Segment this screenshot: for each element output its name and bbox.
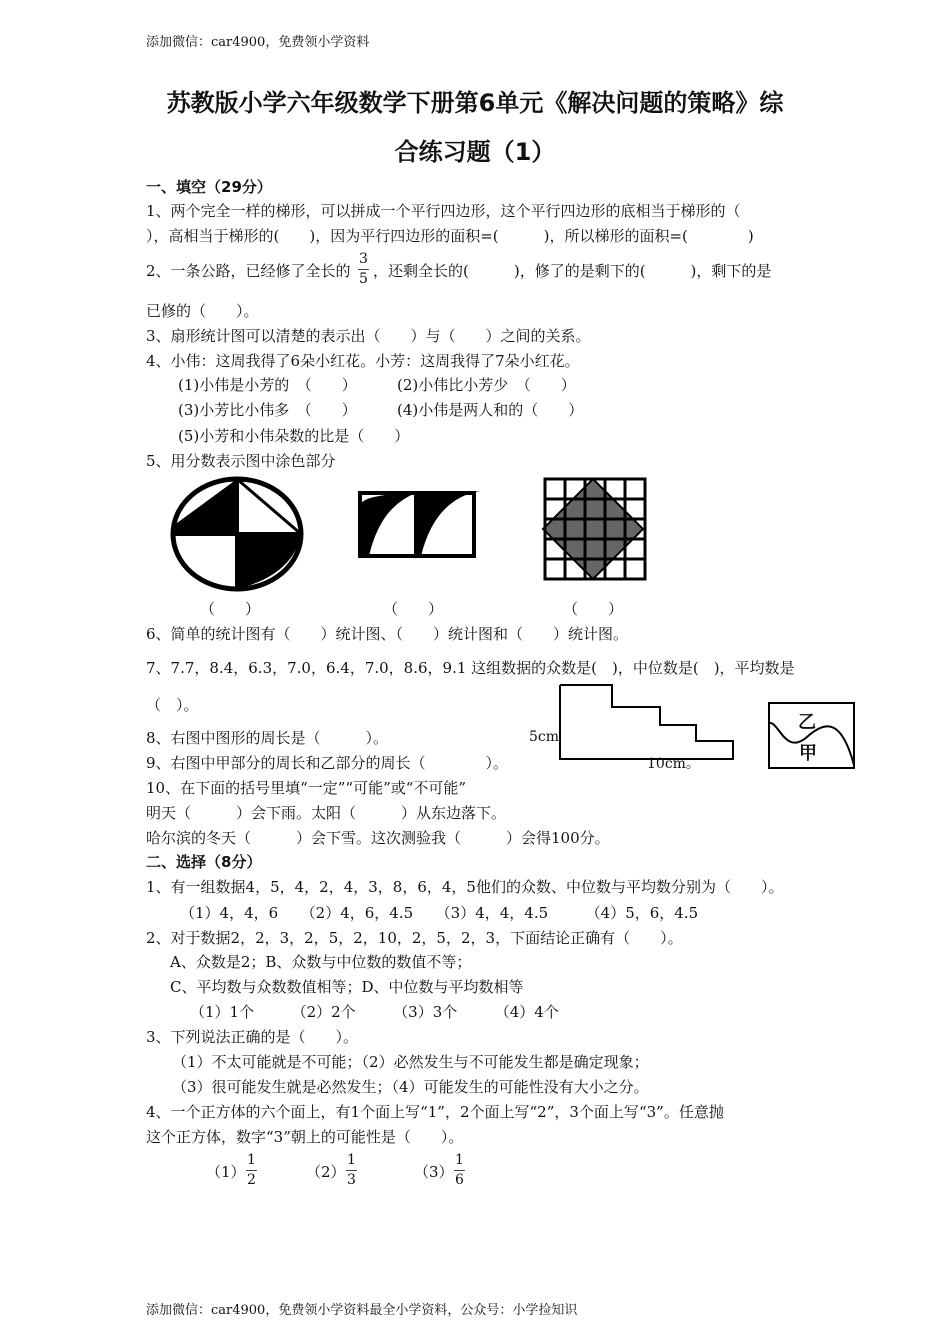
s1-q8: 8、右图中图形的周长是（ ）。 <box>146 729 389 747</box>
s2-q2-line-2: C、平均数与众数数值相等；D、中位数与平均数相等 <box>170 978 524 996</box>
s2-q4-option-2-fraction <box>346 1152 357 1189</box>
s1-q1-line-1: 1、两个完全一样的梯形，可以拼成一个平行四边形，这个平行四边形的底相当于梯形的（ <box>146 202 741 220</box>
s2-q2-options: （1）1个 （2）2个 （3）3个 （4）4个 <box>190 1003 559 1021</box>
s2-q1-options: （1）4，4，6 （2）4，6，4.5 （3）4，4，4.5 （4）5，6，4.5 <box>180 904 699 922</box>
s2-q3-line-2: （3）很可能发生就是必然发生；（4）可能发生的可能性没有大小之分。 <box>172 1078 649 1096</box>
s2-q1-stem: 1、有一组数据4，5，4，2，4，3，8，6，4，5他们的众数、中位数与平均数分别为（ ）。 <box>146 878 784 896</box>
s2-q4-option-2-label: （2） <box>306 1163 346 1181</box>
s1-q6: 6、简单的统计图有（ ）统计图、（ ）统计图和（ ）统计图。 <box>146 625 629 643</box>
s1-q2-line-2: 已修的（ ）。 <box>146 302 259 320</box>
grid-diamond-figure <box>540 474 652 582</box>
circle-figure <box>168 475 308 595</box>
s2-q4-line-2: 这个正方体，数字“3”朝上的可能性是（ ）。 <box>146 1128 464 1146</box>
staircase-outline <box>560 685 733 759</box>
s1-q4-option-4: (4)小伟是两人和的（ ） <box>397 401 584 419</box>
s1-q7-line-2: （ ）。 <box>146 696 199 714</box>
fraction-bar <box>454 1170 465 1171</box>
s2-q4-option-1-label: （1） <box>206 1163 246 1181</box>
figure-2-answer-blank: （ ） <box>383 600 444 618</box>
page-title-line-1: 苏教版小学六年级数学下册第6单元《解决问题的策略》综 <box>166 89 784 117</box>
fraction-numerator: 1 <box>455 1152 464 1168</box>
fraction-numerator: 1 <box>347 1152 356 1168</box>
staircase-height-label: 5cm <box>529 729 560 745</box>
s1-q2-after: ，还剩全长的( )，修了的是剩下的( )，剩下的是 <box>373 262 772 280</box>
rectangle-shaded-left <box>360 493 416 556</box>
s1-q10-line-1: 明天（ ）会下雨。太阳（ ）从东边落下。 <box>146 804 507 822</box>
s1-q2-fraction <box>358 251 369 288</box>
s2-q3-stem: 3、下列说法正确的是（ ）。 <box>146 1028 359 1046</box>
fraction-numerator: 3 <box>359 251 368 267</box>
staircase-figure <box>556 682 738 762</box>
figure-3-answer-blank: （ ） <box>563 600 624 618</box>
staircase-width-label: 10cm。 <box>647 756 700 772</box>
s2-q2-stem: 2、对于数据2，2，3，2，5，2，10，2，5，2，3，下面结论正确有（ ）。 <box>146 929 683 947</box>
s1-q10-stem: 10、在下面的括号里填“一定”“可能”或“不可能” <box>146 779 467 797</box>
page-title-line-2: 合练习题（1） <box>394 138 556 166</box>
rectangle-figure <box>355 487 487 562</box>
yi-label: 乙 <box>798 712 816 733</box>
fraction-denominator: 6 <box>455 1172 464 1188</box>
fraction-denominator: 2 <box>247 1172 256 1188</box>
section-2-heading: 二、选择（8分） <box>146 853 262 871</box>
s1-q2-before: 2、一条公路，已经修了全长的 <box>146 262 351 280</box>
s1-q1-line-2: ），高相当于梯形的( )，因为平行四边形的面积=( )，所以梯形的面积=( ) <box>146 227 754 245</box>
fraction-bar <box>246 1170 257 1171</box>
s2-q2-line-1: A、众数是2；B、众数与中位数的数值不等； <box>170 953 472 971</box>
s2-q4-option-3-label: （3） <box>414 1163 454 1181</box>
figure-1-answer-blank: （ ） <box>200 600 261 618</box>
s1-q4-option-2: (2)小伟比小芳少 （ ） <box>397 376 576 394</box>
fraction-numerator: 1 <box>247 1152 256 1168</box>
s1-q5-stem: 5、用分数表示图中涂色部分 <box>146 452 336 470</box>
s2-q3-line-1: （1）不太可能就是不可能；（2）必然发生与不可能发生都是确定现象； <box>172 1053 649 1071</box>
s1-q4-option-5: (5)小芳和小伟朵数的比是（ ） <box>178 427 410 445</box>
s2-q4-line-1: 4、一个正方体的六个面上，有1个面上写“1”，2个面上写“2”，3个面上写“3”。任意抛 <box>146 1103 724 1121</box>
s1-q3: 3、扇形统计图可以清楚的表示出（ ）与（ ）之间的关系。 <box>146 327 591 345</box>
rectangle-shaded-right <box>416 491 480 556</box>
s1-q4-option-3: (3)小芳比小伟多 （ ） <box>178 401 357 419</box>
page-header: 添加微信：car4900，免费领小学资料 <box>146 35 370 50</box>
shaded-diamond <box>543 479 643 579</box>
section-1-heading: 一、填空（29分） <box>146 178 272 196</box>
s1-q7-line-1: 7、7.7，8.4，6.3，7.0，6.4，7.0，8.6，9.1 这组数据的众数是( )，中位数是( )，平均数是 <box>146 659 795 677</box>
s2-q4-option-3-fraction <box>454 1152 465 1189</box>
fraction-bar <box>358 269 369 270</box>
fraction-denominator: 5 <box>359 271 368 287</box>
s1-q4-stem: 4、小伟：这周我得了6朵小红花。小芳：这周我得了7朵小红花。 <box>146 352 580 370</box>
s1-q10-line-2: 哈尔滨的冬天（ ）会下雪。这次测验我（ ）会得100分。 <box>146 829 610 847</box>
jia-label: 甲 <box>799 743 817 764</box>
fraction-bar <box>346 1170 357 1171</box>
fraction-denominator: 3 <box>347 1172 356 1188</box>
s1-q9: 9、右图中甲部分的周长和乙部分的周长（ ）。 <box>146 754 509 772</box>
page-footer: 添加微信：car4900，免费领小学资料最全小学资料，公众号：小学捡知识 <box>146 1303 578 1318</box>
s1-q4-option-1: (1)小伟是小芳的 （ ） <box>178 376 357 394</box>
s2-q4-option-1-fraction <box>246 1152 257 1189</box>
